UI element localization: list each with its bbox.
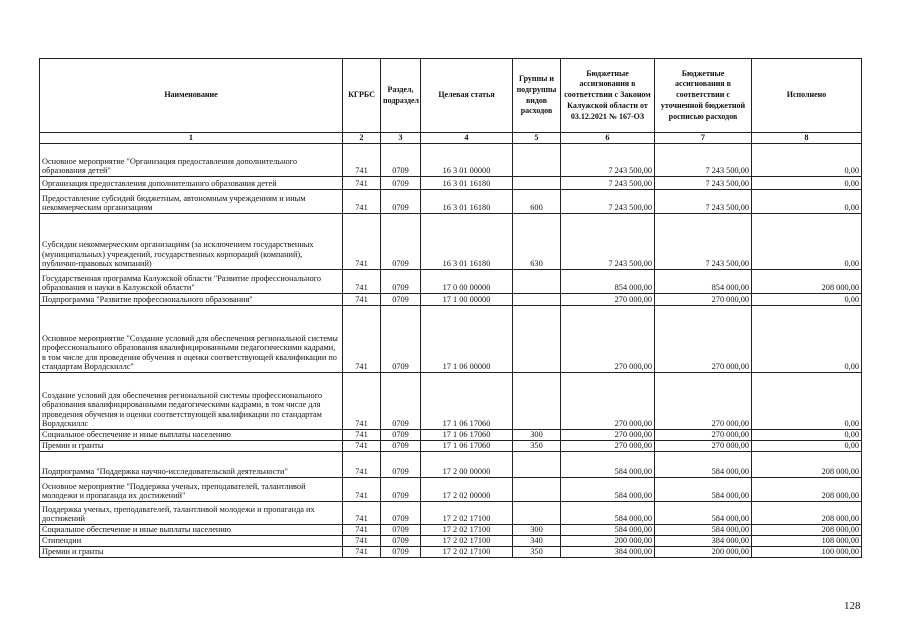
- header-razdel: Раздел, подраздел: [381, 59, 421, 133]
- row-razdel-cell: 0709: [381, 430, 421, 441]
- table-row: [40, 430, 862, 441]
- header-assign-refined: Бюджетные ассигнования в соответствии с уточненной бюджетной росписью расходов: [655, 59, 752, 133]
- row-executed-cell: 208 000,00: [752, 478, 862, 502]
- row-razdel-cell: 0709: [381, 214, 421, 270]
- row-razdel-cell: 0709: [381, 306, 421, 373]
- row-assign-refined-cell: 270 000,00: [655, 306, 752, 373]
- row-expense-type-cell: 300: [513, 525, 561, 536]
- header-name: Наименование: [40, 59, 343, 133]
- row-target-article-cell: 16 3 01 16180: [421, 214, 513, 270]
- row-name-cell: Основное мероприятие "Организация предоставления дополнительного образования детей": [40, 144, 343, 177]
- row-kgrbs-cell: 741: [343, 214, 381, 270]
- table-row: [40, 452, 862, 478]
- row-assign-law-cell: 584 000,00: [561, 502, 655, 525]
- table-row: [40, 177, 862, 190]
- row-assign-refined-cell: 584 000,00: [655, 452, 752, 478]
- row-assign-refined-cell: 584 000,00: [655, 478, 752, 502]
- row-expense-type-cell: [513, 306, 561, 373]
- row-name-cell: Социальное обеспечение и иные выплаты населению: [40, 430, 343, 441]
- row-target-article-cell: 17 1 06 17060: [421, 430, 513, 441]
- row-name-cell: Подпрограмма "Поддержка научно-исследовательской деятельности": [40, 452, 343, 478]
- row-name-cell: Стипендии: [40, 536, 343, 547]
- row-assign-refined-cell: 584 000,00: [655, 502, 752, 525]
- row-expense-type-cell: [513, 177, 561, 190]
- row-expense-type-cell: [513, 478, 561, 502]
- column-number: 2: [343, 133, 381, 144]
- row-name-cell: Основное мероприятие "Поддержка ученых, преподавателей, талантливой молодежи и пропаганда их достижений": [40, 478, 343, 502]
- row-executed-cell: 108 000,00: [752, 536, 862, 547]
- column-number: 4: [421, 133, 513, 144]
- table-row: [40, 536, 862, 547]
- table-row: [40, 525, 862, 536]
- row-executed-cell: 208 000,00: [752, 452, 862, 478]
- row-executed-cell: 208 000,00: [752, 270, 862, 294]
- row-razdel-cell: 0709: [381, 190, 421, 214]
- row-executed-cell: 0,00: [752, 373, 862, 430]
- row-name-cell: Государственная программа Калужской области "Развитие профессионального образования и науки в Калужской области": [40, 270, 343, 294]
- row-assign-law-cell: 7 243 500,00: [561, 144, 655, 177]
- row-name-cell: Социальное обеспечение и иные выплаты населению: [40, 525, 343, 536]
- row-name-cell: Предоставление субсидий бюджетным, автономным учреждениям и иным некоммерческим организациям: [40, 190, 343, 214]
- table-row: [40, 270, 862, 294]
- row-razdel-cell: 0709: [381, 441, 421, 452]
- table-row: [40, 294, 862, 306]
- table-row: [40, 441, 862, 452]
- row-kgrbs-cell: 741: [343, 294, 381, 306]
- header-expense-type: Группы и подгруппы видов расходов: [513, 59, 561, 133]
- row-assign-law-cell: 270 000,00: [561, 294, 655, 306]
- row-assign-law-cell: 200 000,00: [561, 536, 655, 547]
- row-assign-law-cell: 270 000,00: [561, 430, 655, 441]
- row-target-article-cell: 17 1 06 00000: [421, 306, 513, 373]
- row-assign-refined-cell: 7 243 500,00: [655, 144, 752, 177]
- column-number: 7: [655, 133, 752, 144]
- row-executed-cell: 0,00: [752, 294, 862, 306]
- row-kgrbs-cell: 741: [343, 441, 381, 452]
- row-executed-cell: 0,00: [752, 430, 862, 441]
- row-assign-law-cell: 584 000,00: [561, 452, 655, 478]
- row-target-article-cell: 16 3 01 16180: [421, 177, 513, 190]
- row-assign-refined-cell: 7 243 500,00: [655, 214, 752, 270]
- row-razdel-cell: 0709: [381, 270, 421, 294]
- row-kgrbs-cell: 741: [343, 430, 381, 441]
- header-executed: Исполнено: [752, 59, 862, 133]
- column-number: 1: [40, 133, 343, 144]
- row-assign-law-cell: 7 243 500,00: [561, 177, 655, 190]
- row-executed-cell: 0,00: [752, 306, 862, 373]
- row-assign-law-cell: 270 000,00: [561, 306, 655, 373]
- row-razdel-cell: 0709: [381, 478, 421, 502]
- row-kgrbs-cell: 741: [343, 177, 381, 190]
- header-assign-law: Бюджетные ассигнования в соответствии с Законом Калужской области от 03.12.2021 № 167-ОЗ: [561, 59, 655, 133]
- row-kgrbs-cell: 741: [343, 502, 381, 525]
- row-executed-cell: 0,00: [752, 177, 862, 190]
- row-expense-type-cell: 350: [513, 441, 561, 452]
- row-expense-type-cell: 300: [513, 430, 561, 441]
- row-name-cell: Премии и гранты: [40, 441, 343, 452]
- row-target-article-cell: 17 2 00 00000: [421, 452, 513, 478]
- row-assign-refined-cell: 584 000,00: [655, 525, 752, 536]
- row-assign-law-cell: 384 000,00: [561, 547, 655, 558]
- row-assign-law-cell: 7 243 500,00: [561, 214, 655, 270]
- budget-table: [39, 58, 862, 558]
- row-expense-type-cell: [513, 452, 561, 478]
- row-kgrbs-cell: 741: [343, 536, 381, 547]
- row-razdel-cell: 0709: [381, 547, 421, 558]
- row-kgrbs-cell: 741: [343, 270, 381, 294]
- row-razdel-cell: 0709: [381, 525, 421, 536]
- row-assign-refined-cell: 7 243 500,00: [655, 190, 752, 214]
- row-target-article-cell: 17 1 06 17060: [421, 441, 513, 452]
- row-assign-law-cell: 270 000,00: [561, 441, 655, 452]
- row-expense-type-cell: [513, 294, 561, 306]
- row-target-article-cell: 16 3 01 00000: [421, 144, 513, 177]
- header-target-article: Целевая статья: [421, 59, 513, 133]
- row-kgrbs-cell: 741: [343, 547, 381, 558]
- table-row: [40, 373, 862, 430]
- row-target-article-cell: 16 3 01 16180: [421, 190, 513, 214]
- row-name-cell: Поддержка ученых, преподавателей, талантливой молодежи и пропаганда их достижений: [40, 502, 343, 525]
- row-kgrbs-cell: 741: [343, 452, 381, 478]
- row-target-article-cell: 17 1 00 00000: [421, 294, 513, 306]
- row-assign-refined-cell: 270 000,00: [655, 430, 752, 441]
- row-expense-type-cell: [513, 144, 561, 177]
- row-razdel-cell: 0709: [381, 144, 421, 177]
- column-number-row: [40, 133, 862, 144]
- table-row: [40, 502, 862, 525]
- row-assign-refined-cell: 7 243 500,00: [655, 177, 752, 190]
- row-kgrbs-cell: 741: [343, 190, 381, 214]
- column-number: 3: [381, 133, 421, 144]
- row-expense-type-cell: 630: [513, 214, 561, 270]
- table-row: [40, 306, 862, 373]
- row-expense-type-cell: [513, 373, 561, 430]
- row-name-cell: Субсидии некоммерческим организациям (за исключением государственных (муниципальных) учреждений, государственных корпораций (компаний), публично-правовых компаний): [40, 214, 343, 270]
- row-executed-cell: 0,00: [752, 441, 862, 452]
- row-target-article-cell: 17 2 02 17100: [421, 547, 513, 558]
- table-header-row: [40, 59, 862, 133]
- row-executed-cell: 100 000,00: [752, 547, 862, 558]
- row-kgrbs-cell: 741: [343, 525, 381, 536]
- row-razdel-cell: 0709: [381, 294, 421, 306]
- row-executed-cell: 0,00: [752, 214, 862, 270]
- row-assign-refined-cell: 270 000,00: [655, 294, 752, 306]
- row-name-cell: Премии и гранты: [40, 547, 343, 558]
- row-assign-law-cell: 584 000,00: [561, 525, 655, 536]
- row-executed-cell: 208 000,00: [752, 502, 862, 525]
- row-kgrbs-cell: 741: [343, 144, 381, 177]
- row-kgrbs-cell: 741: [343, 373, 381, 430]
- row-assign-law-cell: 854 000,00: [561, 270, 655, 294]
- row-target-article-cell: 17 2 02 17100: [421, 525, 513, 536]
- table-row: [40, 214, 862, 270]
- row-name-cell: Основное мероприятие "Создание условий для обеспечения региональной системы профессионального образования квалифицированными педагогическими кадрами, в том числе для проведения обучения и оценки соответствующей квалификации по стандартам Ворлдскиллс": [40, 306, 343, 373]
- row-expense-type-cell: 350: [513, 547, 561, 558]
- header-kgrbs: КГРБС: [343, 59, 381, 133]
- table-row: [40, 190, 862, 214]
- row-executed-cell: 208 000,00: [752, 525, 862, 536]
- row-expense-type-cell: 600: [513, 190, 561, 214]
- column-number: 8: [752, 133, 862, 144]
- table-row: [40, 547, 862, 558]
- row-executed-cell: 0,00: [752, 144, 862, 177]
- row-assign-refined-cell: 270 000,00: [655, 373, 752, 430]
- row-expense-type-cell: 340: [513, 536, 561, 547]
- row-name-cell: Создание условий для обеспечения региональной системы профессионального образования квалифицированными педагогическими кадрами, в том числе для проведения обучения и оценки соответствующей квалификации по стандартам Ворлдскиллс: [40, 373, 343, 430]
- row-razdel-cell: 0709: [381, 452, 421, 478]
- row-razdel-cell: 0709: [381, 177, 421, 190]
- row-razdel-cell: 0709: [381, 373, 421, 430]
- row-target-article-cell: 17 2 02 17100: [421, 536, 513, 547]
- column-number: 6: [561, 133, 655, 144]
- page-number: 128: [844, 600, 861, 612]
- row-name-cell: Организация предоставления дополнительного образования детей: [40, 177, 343, 190]
- row-expense-type-cell: [513, 270, 561, 294]
- table-row: [40, 478, 862, 502]
- row-razdel-cell: 0709: [381, 502, 421, 525]
- row-assign-refined-cell: 854 000,00: [655, 270, 752, 294]
- row-assign-law-cell: 270 000,00: [561, 373, 655, 430]
- row-assign-law-cell: 7 243 500,00: [561, 190, 655, 214]
- table-row: [40, 144, 862, 177]
- row-name-cell: Подпрограмма "Развитие профессионального образования": [40, 294, 343, 306]
- row-kgrbs-cell: 741: [343, 478, 381, 502]
- row-target-article-cell: 17 1 06 17060: [421, 373, 513, 430]
- row-razdel-cell: 0709: [381, 536, 421, 547]
- row-target-article-cell: 17 2 02 00000: [421, 478, 513, 502]
- row-assign-refined-cell: 384 000,00: [655, 536, 752, 547]
- row-assign-law-cell: 584 000,00: [561, 478, 655, 502]
- column-number: 5: [513, 133, 561, 144]
- row-assign-refined-cell: 200 000,00: [655, 547, 752, 558]
- row-target-article-cell: 17 0 00 00000: [421, 270, 513, 294]
- row-kgrbs-cell: 741: [343, 306, 381, 373]
- row-executed-cell: 0,00: [752, 190, 862, 214]
- row-target-article-cell: 17 2 02 17100: [421, 502, 513, 525]
- row-expense-type-cell: [513, 502, 561, 525]
- row-assign-refined-cell: 270 000,00: [655, 441, 752, 452]
